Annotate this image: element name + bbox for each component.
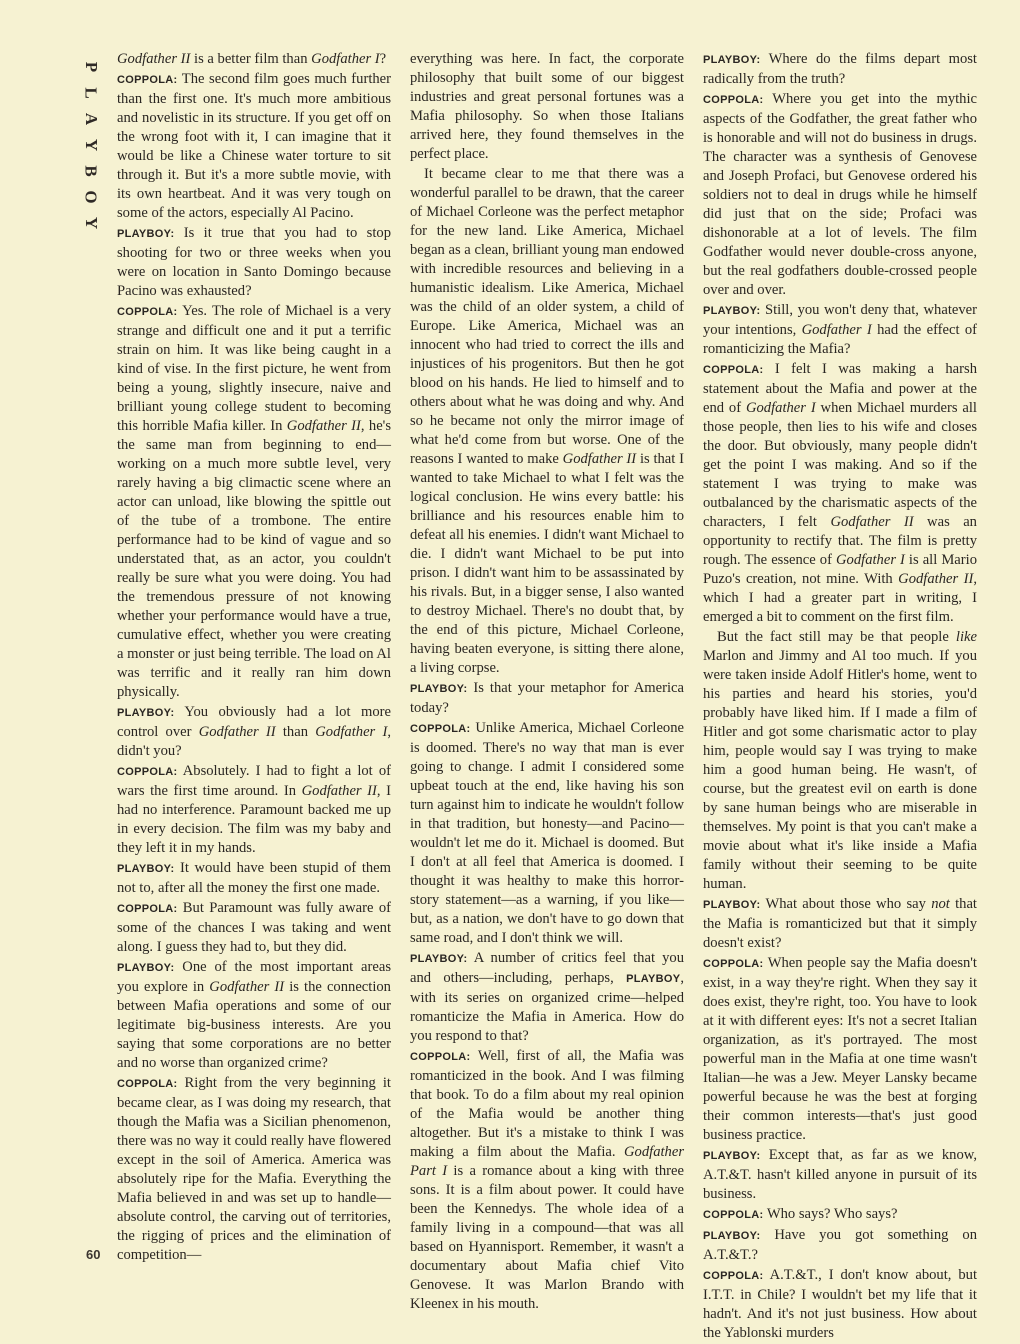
interview-paragraph: PLAYBOY: Is it true that you had to stop shooting for two or three weeks when you were on location in Santo Domingo because Pacino was exhausted? — [117, 225, 391, 299]
italic-text: Godfather II — [286, 418, 361, 434]
speaker-label: PLAYBOY: — [703, 305, 761, 317]
italic-text: not — [931, 896, 950, 912]
speaker-label: COPPOLA: — [117, 766, 178, 778]
interview-paragraph: PLAYBOY: One of the most important areas you explore in Godfather II is the connection between Mafia operations and some of our legitimate big-business interests. Are you saying that some corporations are no better and no worse than organized crime? — [117, 959, 392, 1071]
interview-paragraph: PLAYBOY: A number of critics feel that you and others—including, perhaps, PLAYBOY, with its series on organized crime—helped romanticize the Mafia in America. How do you respond to that? — [410, 950, 684, 1044]
masthead — [78, 54, 104, 236]
interview-paragraph: COPPOLA: Where you get into the mythic aspects of the Godfather, the great father who is honorable and will not do business in drugs. The character was a synthesis of Genovese and Joseph Profaci, but Genovese ordered his soldiers not to deal in drugs while he himself did just that on the side; Profaci was dishonorable at a lot of levels. The film Godfather would never double-cross anyone, but the real godfathers double-crossed people over and over. — [703, 91, 977, 298]
speaker-label: PLAYBOY: — [410, 953, 468, 965]
interview-paragraph: COPPOLA: A.T.&T., I don't know about, but I.T.T. in Chile? I wouldn't bet my life that it hadn't. And it's not just business. How about the Yablonski murders — [703, 1267, 978, 1341]
masthead-letter: L — [82, 87, 101, 99]
italic-text: Godfather Part I — [410, 1144, 684, 1179]
speaker-label: COPPOLA: — [703, 94, 764, 106]
speaker-label: COPPOLA: — [410, 723, 471, 735]
interview-paragraph: COPPOLA: Well, first of all, the Mafia was romanticized in the book. And I was filming that book. To do a film about my real opinion of the Mafia would be another thing altogether. But it's a mistake to think I was making a film about the Mafia. Godfather Part I is a romance about a king with three sons. It is a film about power. It could have been the Kennedys. The whole idea of a family living in a compound—that was all based on Hyannisport. Remember, it wasn't a documentary about Mafia chief Vito Genovese. It was Marlon Brando with Kleenex in his mouth. — [410, 1048, 684, 1312]
speaker-label: PLAYBOY: — [703, 899, 761, 911]
italic-text: Godfather I — [311, 51, 380, 67]
body-paragraph: It became clear to me that there was a wonderful parallel to be drawn, that the career of Michael Corleone was the perfect metaphor for the new land. Like America, Michael began as a clean, brilliant young man endowed with incredible resources and believing in a humanistic idealism. Like America, Michael was the child of an older system, a child of Europe. Like America, Michael was an innocent who had tried to correct the ills and injustices of his progenitors. But then he got blood on his hands. He lied to himself and to others about what he was doing and why. And so he became not only the mirror image of what he'd come from but worse. One of the reasons I wanted to make Godfather II is that I wanted to take Michael to what I felt was the logical conclusion. He wins every battle: his brilliance and his resources enable him to defeat all his enemies. I didn't want Michael to die. I didn't want Michael to be put into prison. I didn't want him to be assassinated by his rivals. But, in a bigger sense, I also wanted to destroy Michael. There's no doubt that, by the end of this picture, Michael Corleone, having beaten everyone, is sitting there alone, a living corpse. — [410, 166, 684, 676]
speaker-label: PLAYBOY: — [117, 707, 175, 719]
interview-paragraph: PLAYBOY: What about those who say not that the Mafia is romanticized but that it simply doesn't exist? — [703, 896, 977, 951]
speaker-label: COPPOLA: — [117, 306, 178, 318]
interview-paragraph: PLAYBOY: It would have been stupid of them not to, after all the money the first one made. — [117, 860, 392, 896]
interview-paragraph: PLAYBOY: Have you got something on A.T.&T.? — [703, 1227, 977, 1263]
speaker-label: PLAYBOY: — [703, 54, 761, 66]
italic-text: Godfather II — [301, 783, 377, 799]
speaker-label: COPPOLA: — [703, 364, 764, 376]
italic-text: Godfather I — [315, 724, 388, 740]
masthead-letter: Y — [82, 216, 101, 230]
interview-paragraph: COPPOLA: Who says? Who says? — [703, 1206, 898, 1222]
interview-paragraph: COPPOLA: Absolutely. I had to fight a lot of wars the first time around. In Godfather II, I had no interference. Paramount backed me up in every decision. The film was my baby and they left it in my hands. — [117, 763, 391, 856]
body-paragraph: But the fact still may be that people like Marlon and Jimmy and Al too much. If you were taken inside Adolf Hitler's home, went to his parties and heard his stories, you'd probably have liked him. If I made a film of Hitler and got some charismatic actor to play him, people would say I was trying to make him a good human being. He wasn't, of course, but the greatest evil on earth is done by sane human beings who are miserable in themselves. My point is that you can't make a movie about what it's like inside a Mafia family without their seeming to be quite human. — [703, 629, 977, 892]
speaker-label: PLAYBOY: — [117, 863, 175, 875]
page-number: 60 — [86, 1247, 101, 1262]
speaker-label: COPPOLA: — [703, 1270, 764, 1282]
body-paragraph: everything was here. In fact, the corporate philosophy that built some of our biggest industries and great personal fortunes was a Mafia philosophy. So when those Italians arrived here, they found themselves in the perfect place. — [410, 51, 684, 162]
speaker-label: COPPOLA: — [410, 1051, 471, 1063]
italic-text: Godfather II — [198, 724, 276, 740]
speaker-label: COPPOLA: — [703, 958, 764, 970]
italic-text: Godfather II — [117, 51, 191, 67]
speaker-label: PLAYBOY: — [117, 228, 175, 240]
italic-text: like — [955, 629, 977, 645]
interview-paragraph: PLAYBOY: You obviously had a lot more control over Godfather II than Godfather I, didn't you? — [117, 704, 391, 759]
interview-paragraph: PLAYBOY: Is that your metaphor for America today? — [410, 680, 684, 716]
interview-paragraph: PLAYBOY: Except that, as far as we know, A.T.&T. hasn't killed anyone in pursuit of its business. — [703, 1147, 977, 1202]
speaker-label: PLAYBOY: — [117, 962, 175, 974]
interview-paragraph: COPPOLA: Yes. The role of Michael is a very strange and difficult one and it put a terrific strain on him. It was like being caught in a kind of vise. In the first picture, he went from being a young, slightly insecure, naive and brilliant young college student to becoming this horrible Mafia killer. In Godfather II, he's the same man from beginning to end—working on a much more subtle level, very rarely having a big climactic scene where an actor can unload, like blowing the spittle out of the tube of a trombone. The entire performance had to be kind of vague and so understated that, as an actor, you couldn't really be sure what you were doing. You had the tremendous pressure of not knowing whether your performance would have a true, cumulative effect, whether you were creating a monster or just being terrible. The load on Al was terrific and it really ran him down physically. — [117, 303, 391, 700]
speaker-label: PLAYBOY: — [703, 1150, 761, 1162]
interview-paragraph: COPPOLA: Right from the very beginning it became clear, as I was doing my research, that though the Mafia was a Sicilian phenomenon, there was no way it could really have flowered except in the soil of America. America was absolutely ripe for the Mafia. Everything the Mafia believed in and was set up to handle—absolute control, the carving out of territories, the rigging of prices and the elimination of competition— — [117, 1075, 391, 1263]
masthead-letter: P — [81, 61, 101, 73]
italic-text: Godfather I — [745, 400, 816, 416]
speaker-label: COPPOLA: — [703, 1209, 764, 1221]
masthead-letter: A — [82, 112, 101, 126]
italic-text: Godfather II — [830, 514, 914, 530]
body-paragraph: Godfather II is a better film than Godfather I? — [117, 51, 387, 67]
speaker-label: PLAYBOY: — [410, 683, 468, 695]
speaker-label: COPPOLA: — [117, 74, 178, 86]
interview-paragraph: COPPOLA: I felt I was making a harsh statement about the Mafia and power at the end of Godfather I when Michael murders all those people, then lies to his wife and closes the door. But obviously, many people didn't get the point I was making. And so if the statement I was trying to make was outbalanced by the charismatic aspects of the characters, I felt Godfather II was an opportunity to rectify that. The film is pretty rough. The essence of Godfather I is all Mario Puzo's creation, not mine. With Godfather II, which I had a greater part in writing, I emerged a bit to comment on the first film. — [703, 361, 977, 625]
small-caps-text: PLAYBOY — [626, 973, 681, 985]
masthead-letter: B — [82, 165, 101, 177]
interview-paragraph: COPPOLA: But Paramount was fully aware of some of the chances I was taking and went along. I guess they had to, but they did. — [117, 900, 391, 955]
speaker-label: COPPOLA: — [117, 903, 178, 915]
speaker-label: COPPOLA: — [117, 1078, 178, 1090]
text-column-1 — [117, 50, 391, 1266]
italic-text: Godfather I — [836, 552, 905, 568]
interview-paragraph: PLAYBOY: Still, you won't deny that, whatever your intentions, Godfather I had the effect of romanticizing the Mafia? — [703, 302, 978, 357]
italic-text: Godfather II — [898, 571, 974, 587]
text-column-2 — [410, 50, 684, 1315]
interview-paragraph: PLAYBOY: Where do the films depart most radically from the truth? — [703, 51, 977, 87]
interview-paragraph: COPPOLA: When people say the Mafia doesn't exist, in a way they're right. When they say it does exist, they're right, too. You have to look at it with different eyes: It's not a secret Italian organization, as it's portrayed. The most powerful man in the Mafia at one time wasn't Italian—he was a Jew. Meyer Lansky became powerful because he was the best at forging their common interests—that's just good business practice. — [703, 955, 977, 1143]
text-column-3 — [703, 50, 977, 1344]
masthead-letter: O — [81, 190, 101, 204]
italic-text: Godfather II — [562, 451, 637, 467]
italic-text: Godfather I — [801, 322, 872, 338]
speaker-label: PLAYBOY: — [703, 1230, 761, 1242]
interview-paragraph: COPPOLA: Unlike America, Michael Corleone is doomed. There's no way that man is ever going to change. I admit I considered some upbeat touch at the end, like having his son turn against him to indicate he wouldn't follow in that tradition, but honesty—and Pacino—wouldn't let me do it. Michael is doomed. But I don't at all feel that America is doomed. I thought it was healthy to make this horror-story statement—as a warning, if you like—but, as a nation, we don't have to go down that same road, and I don't think we will. — [410, 720, 684, 946]
italic-text: Godfather II — [209, 979, 285, 995]
interview-paragraph: COPPOLA: The second film goes much further than the first one. It's much more ambitious and novelistic in its structure. If you get off on the wrong foot with it, I can imagine that it would be like a Chinese water torture to sit through it. But it's a more subtle movie, with its own heartbeat. And it was very tough on some of the actors, especially Al Pacino. — [117, 71, 392, 221]
masthead-letter: Y — [82, 138, 101, 152]
